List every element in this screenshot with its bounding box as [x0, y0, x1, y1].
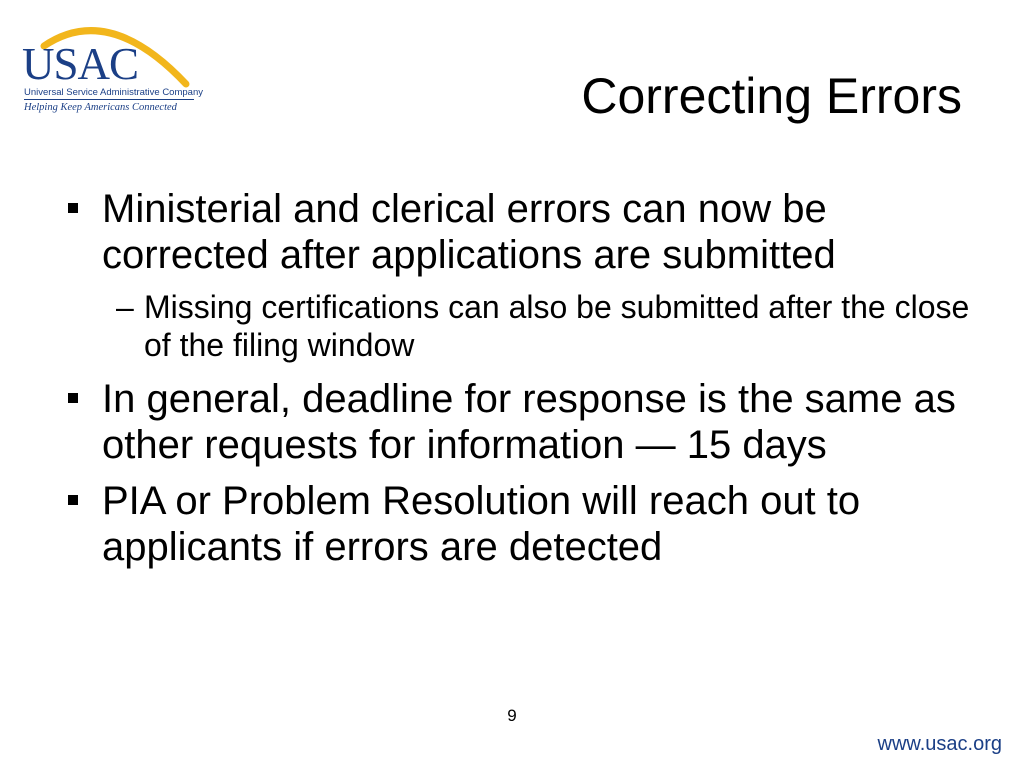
- bullet-item: [60, 376, 980, 468]
- bullet-list: [60, 186, 980, 580]
- logo-tagline: Helping Keep Americans Connected: [24, 102, 177, 113]
- dash-bullet-icon: –: [116, 289, 134, 325]
- sub-bullet-text: Missing certifications can also be submitted after the close of the filing window: [144, 289, 970, 363]
- square-bullet-icon: [68, 203, 78, 213]
- slide-title: Correcting Errors: [581, 68, 962, 124]
- bullet-text: In general, deadline for response is the same as other requests for information — 15 days: [102, 377, 956, 467]
- footer-url-link[interactable]: www.usac.org: [877, 733, 1002, 755]
- bullet-item: [60, 186, 980, 278]
- bullet-text: Ministerial and clerical errors can now be corrected after applications are submitted: [102, 187, 836, 277]
- sub-bullet-item: [60, 288, 980, 364]
- page-number: 9: [507, 706, 517, 725]
- logo-divider: [24, 99, 194, 100]
- bullet-text: PIA or Problem Resolution will reach out to applicants if errors are detected: [102, 479, 861, 569]
- usac-logo: [14, 14, 204, 114]
- square-bullet-icon: [68, 393, 78, 403]
- bullet-item: [60, 478, 980, 570]
- logo-mark: USAC: [22, 39, 139, 89]
- logo-company-name: Universal Service Administrative Company: [24, 87, 203, 98]
- square-bullet-icon: [68, 495, 78, 505]
